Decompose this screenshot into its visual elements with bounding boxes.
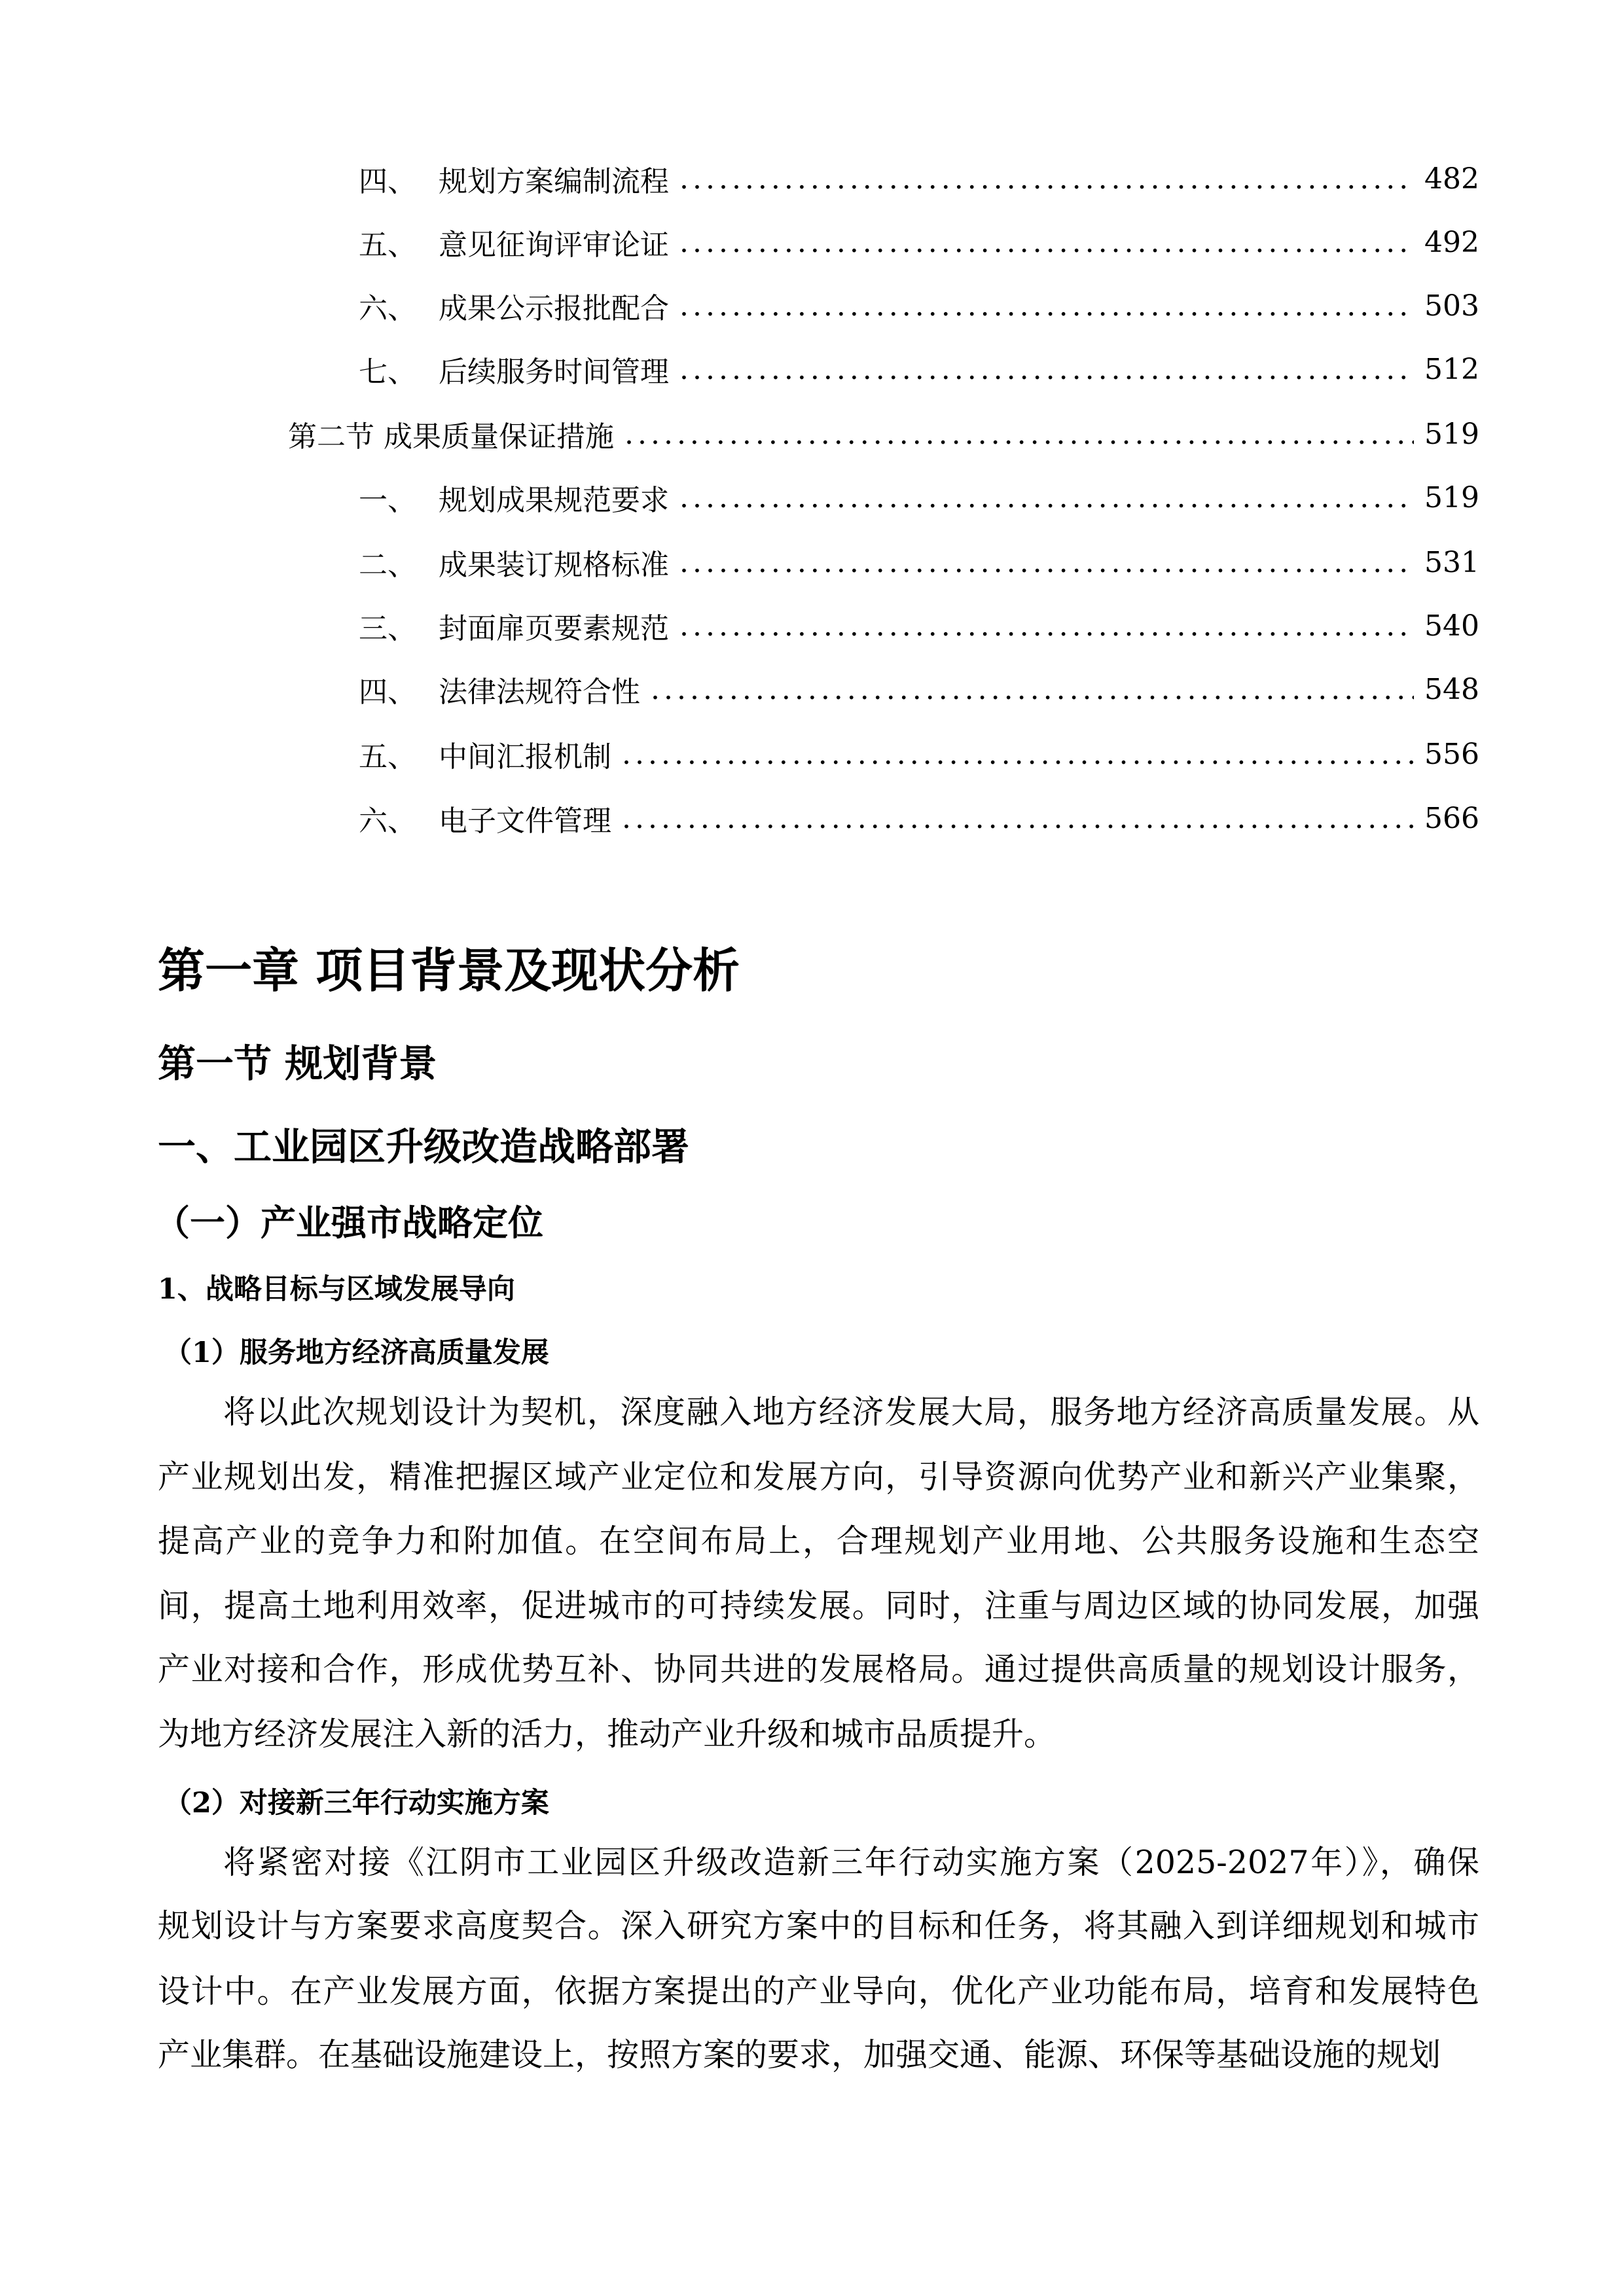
paragraph-line: 产业对接和合作，形成优势互补、协同共进的发展格局。通过提供高质量的规划设计服务，	[158, 1651, 1479, 1688]
toc-entry-number: 三、	[359, 612, 416, 645]
toc-entry-number: 五、	[359, 228, 416, 262]
toc-entry-title: 电子文件管理	[439, 804, 611, 838]
toc-entry-number: 二、	[359, 548, 416, 582]
toc-entry[interactable]	[0, 286, 1479, 325]
paragraph-line: 将以此次规划设计为契机，深度融入地方经济发展大局，服务地方经济高质量发展。从	[223, 1393, 1479, 1431]
toc-leader-dots	[679, 481, 1414, 514]
toc-entry-page: 482	[1424, 162, 1479, 196]
part-heading: 一、工业园区升级改造战略部署	[158, 1124, 690, 1169]
toc-leader-dots	[622, 738, 1414, 771]
toc-entry-page: 531	[1424, 545, 1479, 579]
paragraph-line: 产业集群。在基础设施建设上，按照方案的要求，加强交通、能源、环保等基础设施的规划	[158, 2036, 1441, 2073]
toc-leader-dots	[679, 226, 1414, 259]
toc-entry-title: 第二节 成果质量保证措施	[288, 420, 614, 454]
paragraph-line: 提高产业的竞争力和附加值。在空间布局上，合理规划产业用地、公共服务设施和生态空	[158, 1522, 1479, 1560]
paragraph-line: 设计中。在产业发展方面，依据方案提出的产业导向，优化产业功能布局，培育和发展特色	[158, 1973, 1479, 2010]
toc-leader-dots	[679, 609, 1414, 643]
toc-entry-title: 中间汇报机制	[439, 740, 611, 774]
toc-entry-number: 六、	[359, 292, 416, 325]
toc-entry-title: 法律法规符合性	[439, 675, 640, 709]
toc-entry-page: 503	[1424, 289, 1479, 323]
toc-entry-number: 四、	[359, 165, 416, 198]
paragraph-line: 为地方经济发展注入新的活力，推动产业升级和城市品质提升。	[158, 1715, 1056, 1753]
toc-entry-number: 一、	[359, 484, 416, 517]
toc-entry-number: 六、	[359, 804, 416, 838]
toc-leader-dots	[679, 353, 1414, 386]
toc-entry[interactable]	[0, 734, 1479, 774]
paragraph-line: 将紧密对接《江阴市工业园区升级改造新三年行动实施方案（2025-2027年）》，确保	[223, 1844, 1479, 1881]
item-heading: 1、战略目标与区域发展导向	[158, 1273, 515, 1306]
chapter-heading: 第一章 项目背景及现状分析	[158, 942, 740, 998]
toc-leader-dots	[679, 289, 1414, 323]
toc-entry-title: 封面扉页要素规范	[439, 612, 669, 645]
toc-entry-page: 540	[1424, 609, 1479, 643]
toc-entry-title: 成果装订规格标准	[439, 548, 669, 582]
toc-entry[interactable]	[0, 414, 1479, 454]
toc-entry[interactable]	[0, 350, 1479, 389]
toc-leader-dots	[622, 802, 1414, 835]
toc-entry-title: 规划成果规范要求	[439, 484, 669, 517]
toc-entry[interactable]	[0, 798, 1479, 838]
toc-entry-page: 492	[1424, 225, 1479, 259]
sub-heading-2: （2）对接新三年行动实施方案	[164, 1787, 549, 1820]
section-heading: 第一节 规划背景	[158, 1041, 437, 1086]
toc-entry[interactable]	[0, 543, 1479, 582]
toc-entry-title: 成果公示报批配合	[439, 292, 669, 325]
toc-entry-number: 四、	[359, 675, 416, 709]
toc-entry[interactable]	[0, 606, 1479, 645]
paragraph-line: 产业规划出发，精准把握区域产业定位和发展方向，引导资源向优势产业和新兴产业集聚，	[158, 1458, 1479, 1496]
paragraph-line: 间，提高土地利用效率，促进城市的可持续发展。同时，注重与周边区域的协同发展，加强	[158, 1587, 1479, 1624]
toc-entry-page: 548	[1424, 672, 1479, 706]
toc-entry-page: 512	[1424, 352, 1479, 386]
toc-leader-dots	[679, 162, 1414, 196]
sub-heading-1: （1）服务地方经济高质量发展	[164, 1336, 549, 1369]
toc-entry-number: 七、	[359, 355, 416, 389]
toc-entry-title: 意见征询评审论证	[439, 228, 669, 262]
toc-entry-page: 519	[1424, 480, 1479, 514]
paragraph-line: 规划设计与方案要求高度契合。深入研究方案中的目标和任务，将其融入到详细规划和城市	[158, 1907, 1479, 1945]
toc-entry[interactable]	[0, 159, 1479, 198]
toc-entry[interactable]	[0, 670, 1479, 709]
toc-entry[interactable]	[0, 223, 1479, 262]
toc-leader-dots	[624, 418, 1414, 451]
toc-entry-title: 规划方案编制流程	[439, 165, 669, 198]
toc-entry-title: 后续服务时间管理	[439, 355, 669, 389]
toc-entry-page: 566	[1424, 801, 1479, 835]
subpart-heading: （一）产业强市战略定位	[154, 1202, 543, 1244]
toc-entry-number: 五、	[359, 740, 416, 774]
toc-entry-page: 519	[1424, 417, 1479, 451]
toc-entry[interactable]	[0, 478, 1479, 517]
toc-leader-dots	[651, 673, 1414, 706]
toc-entry-page: 556	[1424, 737, 1479, 771]
toc-leader-dots	[679, 546, 1414, 579]
